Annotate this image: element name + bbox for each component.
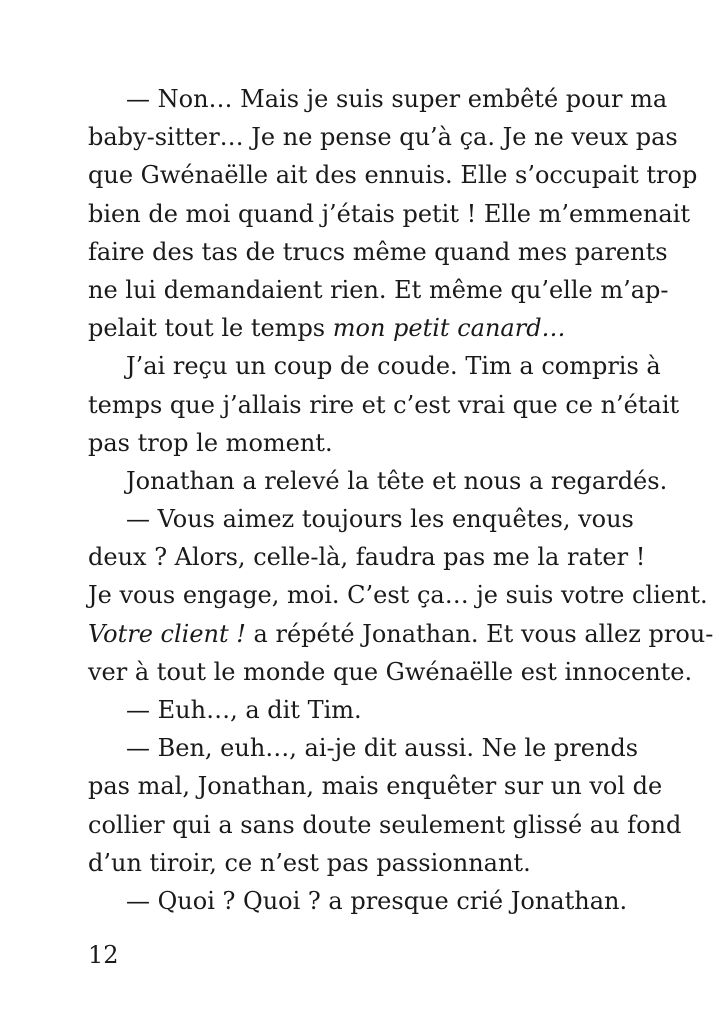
- page-number: 12: [88, 941, 119, 969]
- text-line: ver à tout le monde que Gwénaëlle est innocente.: [88, 657, 693, 686]
- text-line: — Vous aimez toujours les enquêtes, vous: [126, 505, 634, 534]
- text-run: pelait tout le temps: [88, 314, 333, 343]
- text-line: [88, 615, 714, 653]
- text-line: bien de moi quand j’étais petit ! Elle m’emmenait: [88, 199, 690, 228]
- text-line: — Euh…, a dit Tim.: [126, 696, 362, 724]
- text-line: temps que j’allais rire et c’est vrai que ce n’était: [88, 390, 680, 419]
- text-line: ne lui demandaient rien. Et même qu’elle m’ap-: [88, 275, 669, 304]
- italic-text-run: mon petit canard…: [332, 314, 566, 343]
- text-line: baby-sitter… Je ne pense qu’à ça. Je ne veux pas: [88, 123, 678, 152]
- text-run: a répété Jonathan. Et vous allez prou-: [245, 619, 714, 648]
- text-line: deux ? Alors, celle-là, faudra pas me la rater !: [88, 543, 646, 572]
- text-line: — Ben, euh…, ai-je dit aussi. Ne le prends: [126, 734, 639, 763]
- text-line: — Quoi ? Quoi ? a presque crié Jonathan.: [126, 886, 628, 915]
- italic-text-run: Votre client !: [88, 619, 246, 648]
- text-line: que Gwénaëlle ait des ennuis. Elle s’occupait trop: [88, 161, 698, 190]
- text-line: Jonathan a relevé la tête et nous a regardés.: [126, 466, 668, 495]
- text-line: — Non… Mais je suis super embêté pour ma: [126, 85, 668, 113]
- text-line: collier qui a sans doute seulement glissé au fond: [88, 810, 682, 839]
- text-line: d’un tiroir, ce n’est pas passionnant.: [88, 848, 531, 877]
- text-line: Je vous engage, moi. C’est ça… je suis votre client.: [88, 581, 708, 610]
- text-line: faire des tas de trucs même quand mes parents: [88, 237, 668, 266]
- text-line: pas mal, Jonathan, mais enquêter sur un vol de: [88, 772, 663, 801]
- text-line: pas trop le moment.: [88, 428, 333, 457]
- text-line: J’ai reçu un coup de coude. Tim a compris à: [126, 352, 661, 381]
- text-line: [88, 309, 628, 347]
- body-text: [88, 80, 714, 920]
